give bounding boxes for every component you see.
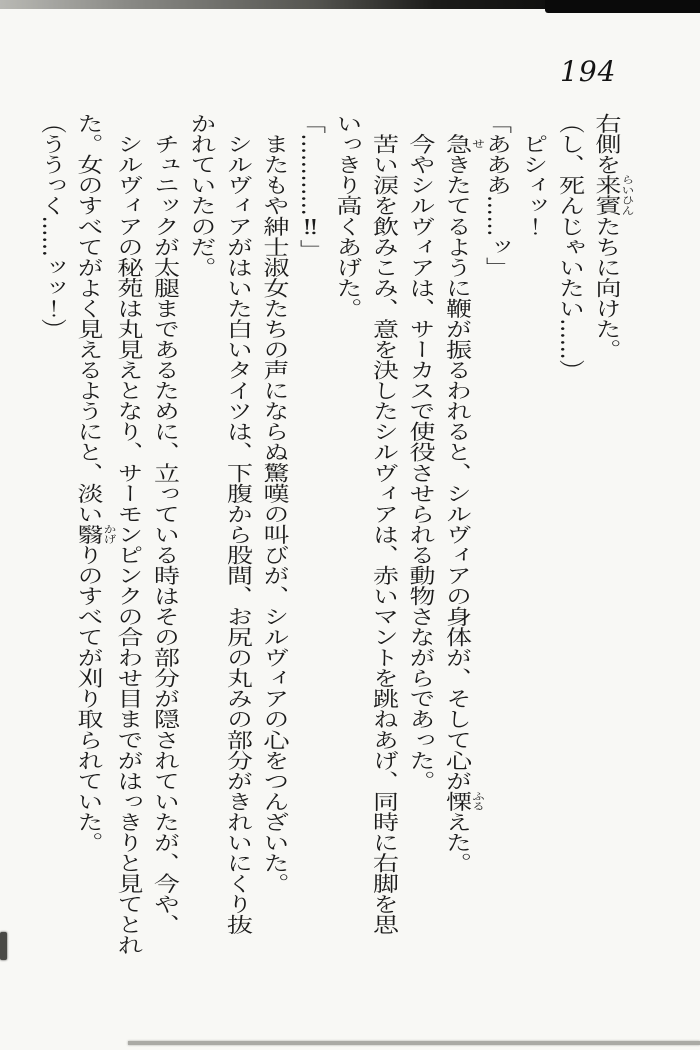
text-column-7: 苦い涙を飲みこみ、意を決したシルヴィアは、赤いマントを跳ねあげ、同時に右脚を思 (368, 133, 399, 935)
furigana-annotated-word: 来賓らいひん (591, 174, 634, 216)
text-column-12: かれていたのだ。 (186, 113, 216, 278)
text-column-11: シルヴィアがはいた白いタイツは、下腹から股間、お尻の丸みの部分がきれいにくり抜 (222, 133, 253, 935)
text-column-14: シルヴィアの秘苑は丸見えとなり、サーモンピンクの合わせ目までがはっきりと見てとれ (113, 133, 143, 956)
text-column-2: （し、死んじゃいたい……） (554, 113, 585, 381)
scanned-bottom-edge (128, 1041, 700, 1045)
text-column-13: チュニックが太腿まであるために、立っている時はその部分が隠されていたが、今や、 (149, 133, 180, 935)
furigana-annotated-word: 急せ (441, 133, 484, 155)
text-column-8: いっきり高くあげた。 (332, 113, 362, 319)
furigana-annotated-word: 翳かげ (73, 523, 116, 545)
text-block (33, 113, 633, 966)
furigana-annotated-word: 慄ふる (441, 790, 484, 812)
scanned-top-edge-dark (545, 0, 700, 13)
text-column-3: ピシィッ！ (518, 133, 548, 237)
text-column-6: 今やシルヴィアは、サーカスで使役させられる動物さながらであった。 (405, 133, 435, 791)
text-column-5: 急せきたてるように鞭が振るわれると、シルヴィアの身体が、そして心が慄ふるえた。 (441, 133, 484, 873)
scan-smudge (0, 932, 7, 960)
text-column-4: 「あああ……ッ」 (481, 113, 512, 278)
text-column-10: またもや紳士淑女たちの声にならぬ驚嘆の叫びが、シルヴィアの心をつんざいた。 (259, 133, 289, 894)
text-column-9: 「…………‼」 (295, 113, 326, 260)
text-column-15: た。女のすべてがよく見えるようにと、淡い翳かげりのすべてが刈り取られていた。 (73, 113, 116, 853)
page-number: 194 (560, 55, 617, 88)
text-column-1: 右側を来賓らいひんたちに向けた。 (591, 113, 634, 360)
text-column-16: （ううっく……ッッ！） (36, 113, 67, 339)
